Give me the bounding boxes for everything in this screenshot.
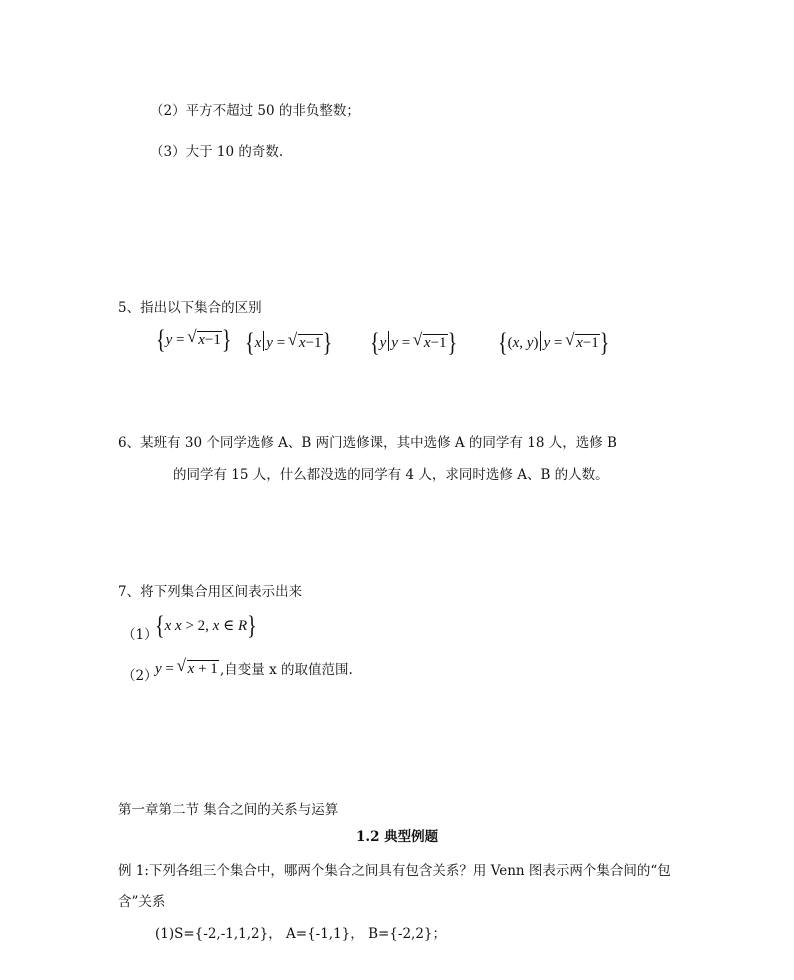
q7-item-1-label: （1） bbox=[122, 627, 158, 643]
q7-item-2-expr: y = √ x + 1 bbox=[155, 660, 219, 678]
q5-set-3: {y y = √ x−1} bbox=[370, 331, 457, 352]
q5-title: 5、指出以下集合的区别 bbox=[118, 300, 262, 316]
q4-item-2: （2）平方不超过 50 的非负整数； bbox=[150, 103, 360, 119]
example-1-line-1: 例 1:下列各组三个集合中，哪两个集合之间具有包含关系？用 Venn 图表示两个集合间的“包 bbox=[118, 863, 671, 879]
q6-line-1: 6、某班有 30 个同学选修 A、B 两门选修课，其中选修 A 的同学有 18 人，选修 B bbox=[118, 435, 617, 451]
q5-set-2: {x y = √ x−1} bbox=[245, 331, 332, 352]
q7-item-2-text: ,自变量 x 的取值范围. bbox=[220, 662, 353, 678]
chapter-title: 第一章第二节 集合之间的关系与运算 bbox=[118, 802, 339, 818]
example-1-item-1: (1)S={-2,-1,1,2}， A={-1,1}， B={-2,2}； bbox=[155, 926, 447, 942]
q7-item-1-expr: {x x > 2, x ∈ R} bbox=[155, 611, 257, 641]
q7-item-2-label: （2） bbox=[122, 668, 158, 684]
section-heading: 1.2 典型例题 bbox=[356, 829, 439, 845]
q4-item-3: （3）大于 10 的奇数. bbox=[150, 144, 284, 160]
q6-line-2: 的同学有 15 人，什么都没选的同学有 4 人，求同时选修 A、B 的人数。 bbox=[173, 467, 609, 483]
example-1-line-2: 含”关系 bbox=[118, 894, 166, 910]
q5-set-4: {(x, y) y = √ x−1} bbox=[498, 331, 609, 352]
q5-set-1: {y = √ x−1} bbox=[156, 331, 232, 349]
q7-title: 7、将下列集合用区间表示出来 bbox=[118, 584, 303, 600]
